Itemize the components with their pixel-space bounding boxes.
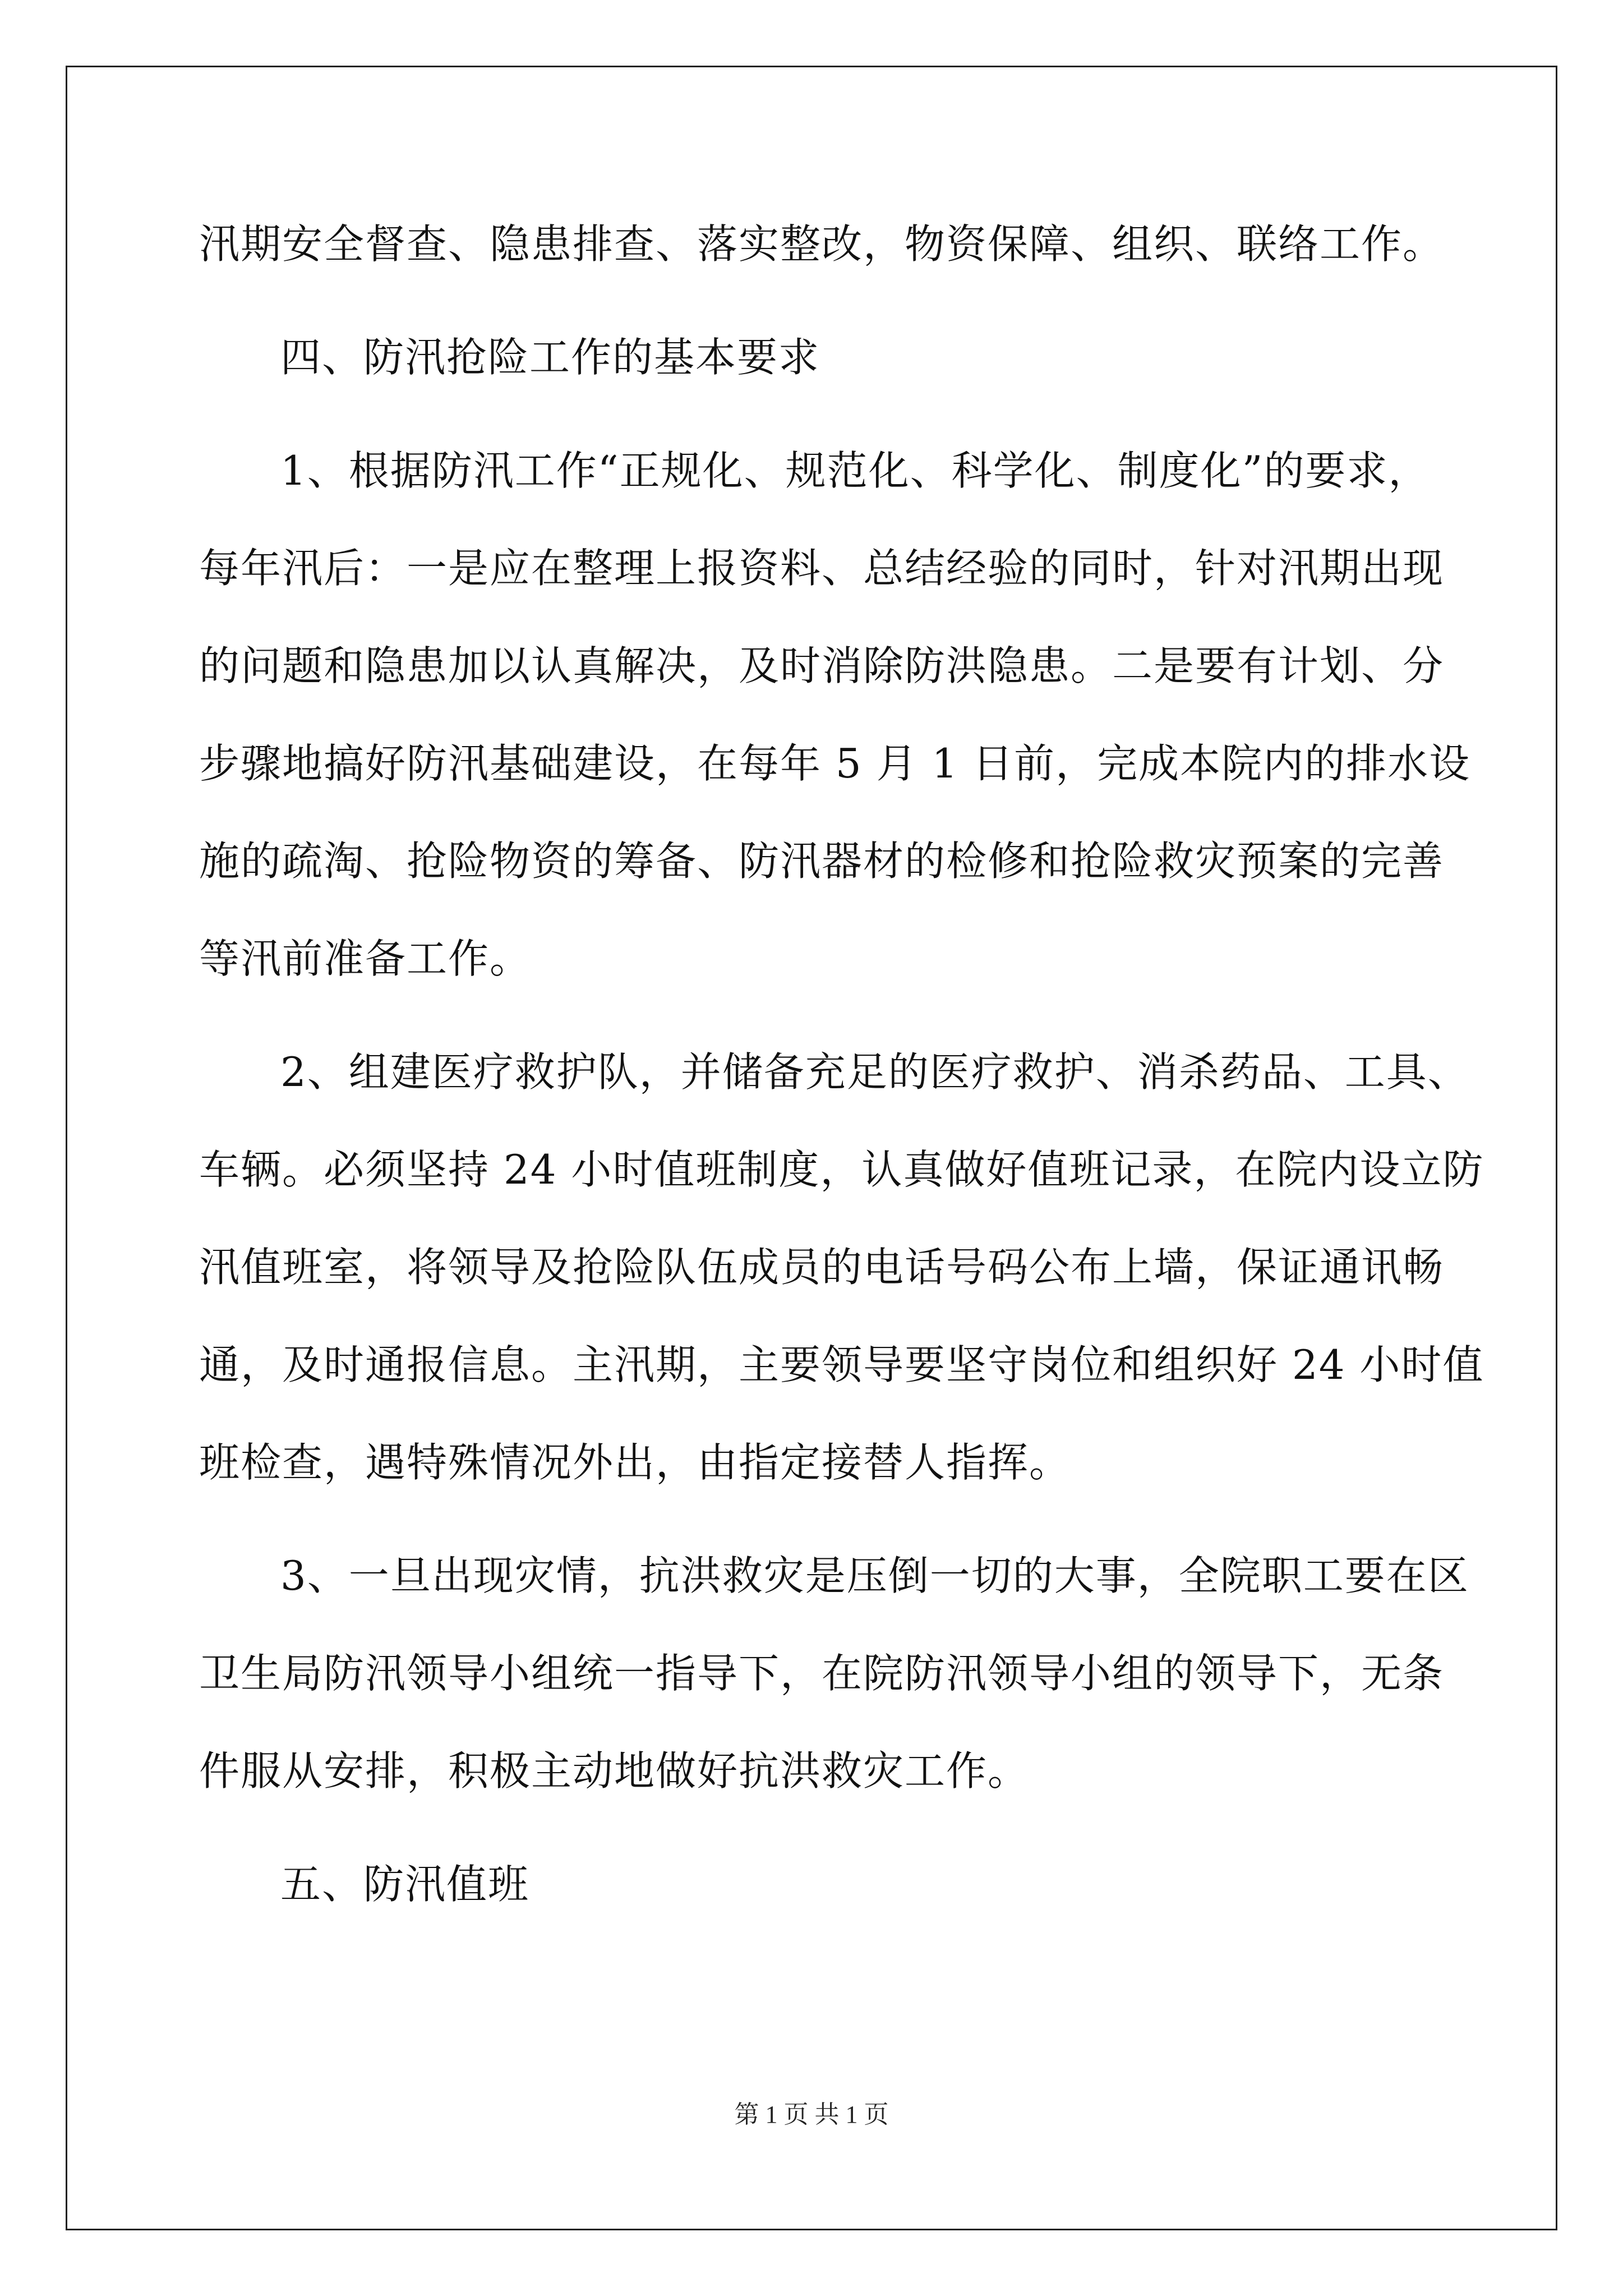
paragraph-line: 2、组建医疗救护队，并储备充足的医疗救护、消杀药品、工具、	[280, 1048, 1469, 1096]
paragraph-line: 1、根据防汛工作“正规化、规范化、科学化、制度化”的要求，	[280, 447, 1430, 494]
paragraph-line: 通，及时通报信息。主汛期，主要领导要坚守岗位和组织好 24 小时值	[199, 1341, 1484, 1388]
paragraph-line: 施的疏淘、抢险物资的筹备、防汛器材的检修和抢险救灾预案的完善	[199, 838, 1445, 885]
paragraph-line: 汛值班室，将领导及抢险队伍成员的电话号码公布上墙，保证通讯畅	[199, 1244, 1445, 1291]
paragraph-line: 3、一旦出现灾情，抗洪救灾是压倒一切的大事，全院职工要在区	[280, 1552, 1469, 1599]
section-heading: 四、防汛抢险工作的基本要求	[280, 334, 820, 381]
page-number-footer: 第 1 页 共 1 页	[734, 2101, 889, 2128]
paragraph-line: 等汛前准备工作。	[199, 935, 532, 982]
paragraph-line: 班检查，遇特殊情况外出，由指定接替人指挥。	[199, 1439, 1071, 1486]
paragraph-line: 卫生局防汛领导小组统一指导下，在院防汛领导小组的领导下，无条	[199, 1650, 1445, 1697]
paragraph-line: 车辆。必须坚持 24 小时值班制度，认真做好值班记录，在院内设立防	[199, 1146, 1484, 1193]
section-heading: 五、防汛值班	[280, 1861, 530, 1908]
paragraph-line: 件服从安排，积极主动地做好抗洪救灾工作。	[199, 1747, 1030, 1795]
paragraph-line: 步骤地搞好防汛基础建设，在每年 5 月 1 日前，完成本院内的排水设	[199, 740, 1471, 787]
paragraph-line: 每年汛后：一是应在整理上报资料、总结经验的同时，针对汛期出现	[199, 545, 1445, 592]
paragraph-line: 的问题和隐患加以认真解决，及时消除防洪隐患。二是要有计划、分	[199, 642, 1445, 689]
paragraph-line: 汛期安全督查、隐患排查、落实整改，物资保障、组织、联络工作。	[199, 220, 1445, 268]
